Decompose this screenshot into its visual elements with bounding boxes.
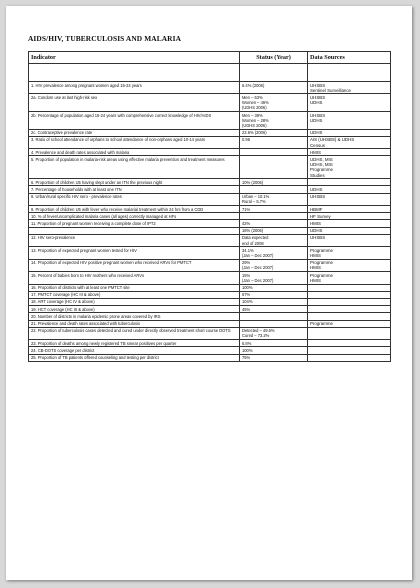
source-line: UDHS <box>310 186 323 192</box>
source-line: Programme <box>310 321 333 327</box>
source-cell <box>308 313 391 320</box>
status-line: 42% <box>242 220 251 226</box>
status-line: Rural – 5.7% <box>242 199 266 205</box>
status-line: 15% <box>242 272 251 278</box>
status-cell <box>240 149 308 156</box>
status-cell <box>240 291 308 298</box>
table-row <box>29 291 391 298</box>
status-line: 6.4% (2006) <box>242 82 265 88</box>
source-line: Census <box>310 142 325 148</box>
status-cell <box>240 298 308 305</box>
indicator-cell: 2c. Contraceptive prevalence rate <box>29 129 240 136</box>
source-cell <box>308 82 391 94</box>
source-cell <box>308 129 391 136</box>
table-row <box>29 179 391 186</box>
table-row <box>29 234 391 246</box>
source-cell <box>308 179 391 186</box>
status-cell <box>240 129 308 136</box>
source-line: HMIS <box>310 220 321 226</box>
status-line: 100% <box>242 347 253 353</box>
source-cell <box>308 306 391 313</box>
source-cell <box>308 347 391 354</box>
source-cell <box>308 149 391 156</box>
source-cell <box>308 227 391 234</box>
indicator-cell: 24. CB-DOTS coverage per district <box>29 347 240 354</box>
source-cell <box>308 136 391 148</box>
indicator-cell: 7. Percentage of households with at least one ITN <box>29 186 240 193</box>
source-line: UDHS <box>310 228 323 234</box>
source-line: Programme <box>310 260 333 266</box>
table-row <box>29 220 391 227</box>
source-cell <box>308 298 391 305</box>
status-line: 67% <box>242 292 251 298</box>
status-cell <box>240 193 308 205</box>
source-line: HMIS <box>310 277 321 283</box>
table-header-row <box>29 52 391 64</box>
indicator-cell: 1. HIV prevalence among pregnant women aged 15-24 years <box>29 82 240 94</box>
spacer-row <box>29 64 391 82</box>
source-line: HF Survey <box>310 213 331 219</box>
indicator-cell: 2b. Percentage of population aged 15-24 years with comprehensive correct knowledge of HIV/AIDS <box>29 112 240 130</box>
status-line: Cured – 73.2% <box>242 333 270 339</box>
status-cell <box>240 186 308 193</box>
status-line: Urban – 10.1% <box>242 194 270 200</box>
table-row <box>29 354 391 361</box>
table-row <box>29 112 391 130</box>
status-cell <box>240 259 308 271</box>
source-cell <box>308 340 391 347</box>
table-row <box>29 186 391 193</box>
table-row <box>29 94 391 112</box>
status-cell <box>240 340 308 347</box>
indicator-cell: 23. Proportion of deaths among newly registered TB smear positives per quarter <box>29 340 240 347</box>
document-title: AIDS/HIV, TUBERCULOSIS AND MALARIA <box>28 34 182 43</box>
indicator-cell: 5. Proportion of population in malaria-risk areas using effective malaria prevention and treatment measures <box>29 156 240 179</box>
indicator-cell: 6. Proportion of children U5 having slept under an ITN the previous night <box>29 179 240 186</box>
indicator-cell: 10. % of fever/uncomplicated malaria cases (all ages) correctly managed at HFs <box>29 213 240 220</box>
table-row <box>29 213 391 220</box>
status-cell <box>240 272 308 284</box>
indicator-cell: 17. PMTCT coverage (HC III & above) <box>29 291 240 298</box>
table-row <box>29 259 391 271</box>
status-line: (UDHS 2006) <box>242 105 267 111</box>
table-row <box>29 82 391 94</box>
indicator-cell: 4. Prevalence and death rates associated with malaria <box>29 149 240 156</box>
table-row <box>29 313 391 320</box>
status-cell <box>240 320 308 327</box>
source-line: UDHS, MIS <box>310 162 333 168</box>
source-line: HBMF <box>310 206 323 212</box>
source-cell <box>308 320 391 327</box>
status-cell <box>240 179 308 186</box>
status-line: 10% (2006) <box>242 179 264 185</box>
status-cell <box>240 213 308 220</box>
indicator-cell: 15. Percent of babies born to HIV mothers who received ARVs <box>29 272 240 284</box>
status-cell <box>240 136 308 148</box>
status-line: 75% <box>242 355 251 361</box>
source-line: UHSBS <box>310 112 326 118</box>
table-row <box>29 247 391 259</box>
status-cell <box>240 112 308 130</box>
indicator-table <box>28 51 391 362</box>
table-row <box>29 340 391 347</box>
source-line: UHSBS <box>310 194 326 200</box>
source-line: Programme <box>310 167 333 173</box>
source-cell <box>308 259 391 271</box>
status-cell <box>240 284 308 291</box>
indicator-cell: 2a. Condom use at last high-risk sex <box>29 94 240 112</box>
status-cell <box>240 306 308 313</box>
source-cell <box>308 247 391 259</box>
status-line: 34.1% <box>242 247 254 253</box>
source-cell <box>308 112 391 130</box>
indicator-cell: 11. Proportion of pregnant women receiving a complete dose of IPT2 <box>29 220 240 227</box>
indicator-cell: 13. Proportion of expected pregnant women tested for HIV <box>29 247 240 259</box>
table-row <box>29 320 391 327</box>
status-cell <box>240 354 308 361</box>
source-line: HMIS <box>310 252 321 258</box>
indicator-cell: 9. Proportion of children U5 with fever who receive malarial treatment within 24 hrs from a CDD <box>29 206 240 213</box>
source-cell <box>308 354 391 361</box>
table-row <box>29 327 391 339</box>
status-cell <box>240 347 308 354</box>
source-line: HMIS <box>310 149 321 155</box>
indicator-cell: 16. Proportion of districts with at least one PMTCT site <box>29 284 240 291</box>
status-line: 29% <box>242 260 251 266</box>
indicator-cell: 18. ART coverage (HC IV & above) <box>29 298 240 305</box>
source-line: UHSBS <box>310 94 326 100</box>
indicator-cell: 22. Proportion of tuberculosis cases detected and cured under directly observed treatment short course DOTS <box>29 327 240 339</box>
status-line: 16% (2006) <box>242 228 264 234</box>
header-indicator: Indicator <box>29 52 240 64</box>
source-line: UDHS <box>310 117 323 123</box>
indicator-cell <box>29 227 240 234</box>
source-cell <box>308 206 391 213</box>
status-line: Women – 46% <box>242 100 269 106</box>
source-cell <box>308 291 391 298</box>
source-cell <box>308 186 391 193</box>
source-line: UDHS <box>310 100 323 106</box>
status-line: 71% <box>242 206 251 212</box>
table-row <box>29 136 391 148</box>
status-line: 23.6% (2006) <box>242 130 267 136</box>
status-line: (Jan – Dec 2007) <box>242 277 274 283</box>
source-line: Studies <box>310 172 325 178</box>
table-row <box>29 129 391 136</box>
status-cell <box>240 82 308 94</box>
status-line: (Jan – Dec 2007) <box>242 265 274 271</box>
status-line: 0.96 <box>242 137 250 143</box>
table-row <box>29 284 391 291</box>
indicator-cell: 12. HIV sero-prevalence <box>29 234 240 246</box>
table-row <box>29 156 391 179</box>
status-line: Men – 53% <box>242 94 263 100</box>
status-line: (UDHS 2006) <box>242 122 267 128</box>
source-cell <box>308 156 391 179</box>
source-line: Programme <box>310 247 333 253</box>
status-line: 45% <box>242 306 251 312</box>
source-cell <box>308 94 391 112</box>
status-cell <box>240 247 308 259</box>
header-sources: Data Sources <box>308 52 391 64</box>
source-line: Sentinel Surveillance <box>310 87 352 93</box>
indicator-cell: 3. Ratio of school attendance of orphans to school attendance of non-orphans aged 10-14 years <box>29 136 240 148</box>
indicator-cell: 20. Number of districts in malaria epidemic prone areas covered by IRS <box>29 313 240 320</box>
status-cell <box>240 156 308 179</box>
source-cell <box>308 220 391 227</box>
status-line: Women – 28% <box>242 117 269 123</box>
source-line: Programme <box>310 272 333 278</box>
status-line: Data expected <box>242 235 269 241</box>
source-cell <box>308 234 391 246</box>
status-cell <box>240 94 308 112</box>
source-line: UHSBS <box>310 82 326 88</box>
document-page <box>6 6 412 580</box>
source-cell <box>308 284 391 291</box>
source-line: HMIS <box>310 265 321 271</box>
status-line: Detected – 49.6% <box>242 328 275 334</box>
status-cell <box>240 206 308 213</box>
status-cell <box>240 313 308 320</box>
status-line: 100% <box>242 285 253 290</box>
table-row <box>29 272 391 284</box>
status-cell <box>240 234 308 246</box>
status-line: (Jan – Dec 2007) <box>242 252 274 258</box>
source-cell <box>308 193 391 205</box>
status-cell <box>240 327 308 339</box>
status-cell <box>240 220 308 227</box>
source-cell <box>308 213 391 220</box>
table-row <box>29 347 391 354</box>
status-line: end of 2008 <box>242 240 264 246</box>
header-status: Status (Year) <box>240 52 308 64</box>
table-row <box>29 298 391 305</box>
status-line: 104% <box>242 299 253 305</box>
table-row <box>29 306 391 313</box>
indicator-cell: 19. HCT coverage (HC III & above) <box>29 306 240 313</box>
indicator-cell: 8. Urban/rural specific HIV sero - prevalence rates <box>29 193 240 205</box>
status-line: 6.8% <box>242 340 252 346</box>
table-row <box>29 149 391 156</box>
indicator-cell: 25. Proportion of TB patients offered counseling and testing per district <box>29 354 240 361</box>
indicator-cell: 14. Proportion of expected HIV positive pregnant women who received ARVs for PMTCT <box>29 259 240 271</box>
status-cell <box>240 227 308 234</box>
status-line: Men – 39% <box>242 112 263 118</box>
source-line: UHSBS <box>310 235 326 241</box>
table-row <box>29 206 391 213</box>
source-line: AIS (UHSBS) & UDHS <box>310 137 355 143</box>
source-cell <box>308 272 391 284</box>
source-line: UDHS, MIS <box>310 156 333 162</box>
source-line: UDHS <box>310 130 323 136</box>
table-row <box>29 193 391 205</box>
table-row <box>29 227 391 234</box>
indicator-cell: 21. Prevalence and death rates associated with tuberculosis <box>29 320 240 327</box>
source-cell <box>308 327 391 339</box>
